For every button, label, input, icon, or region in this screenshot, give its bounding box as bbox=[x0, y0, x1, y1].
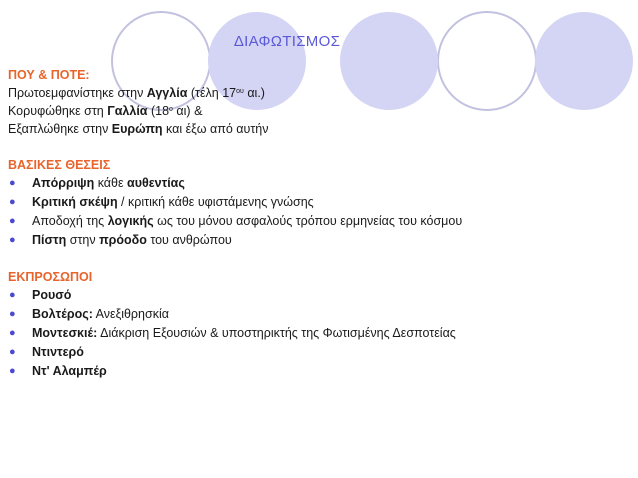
where-when-line-2: Κορυφώθηκε στη Γαλλία ($18^o$ αι) & bbox=[8, 104, 203, 118]
where-when-line-1: Πρωτοεμφανίστηκε στην Αγγλία (τέλη $17^{o\upsilon}$ αι.) bbox=[8, 86, 265, 100]
list-item: ● Μοντεσκιέ: Διάκριση Εξουσιών & υποστηρικτής της Φωτισμένης Δεσποτείας bbox=[8, 324, 628, 343]
list-item: ● Απόρριψη κάθε αυθεντίας bbox=[8, 174, 628, 193]
bullet-icon: ● bbox=[9, 308, 16, 320]
list-item: ● Ρουσό bbox=[8, 286, 628, 305]
bullet-icon: ● bbox=[9, 327, 16, 339]
list-item: ● Αποδοχή της λογικής ως του μόνου ασφαλούς τρόπου ερμηνείας του κόσμου bbox=[8, 212, 628, 231]
theses-heading: ΒΑΣΙΚΕΣ ΘΕΣΕΙΣ bbox=[8, 158, 111, 172]
page-title: ΔΙΑΦΩΤΙΣΜΟΣ bbox=[233, 33, 341, 50]
slide-body bbox=[8, 66, 628, 381]
list-item: ● Κριτική σκέψη / κριτική κάθε υφιστάμενης γνώσης bbox=[8, 193, 628, 212]
where-when-heading: ΠΟΥ & ΠΟΤΕ: bbox=[8, 68, 90, 82]
where-when-line-3: Εξαπλώθηκε στην Ευρώπη και έξω από αυτήν bbox=[8, 122, 269, 136]
bullet-icon: ● bbox=[9, 177, 16, 189]
list-item: ● Ντ' Αλαμπέρ bbox=[8, 362, 628, 381]
list-item: ● Ντιντερό bbox=[8, 343, 628, 362]
bullet-icon: ● bbox=[9, 215, 16, 227]
bullet-icon: ● bbox=[9, 289, 16, 301]
bullet-icon: ● bbox=[9, 346, 16, 358]
list-item: ● Πίστη στην πρόοδο του ανθρώπου bbox=[8, 231, 628, 250]
list-item: ● Βολτέρος: Ανεξιθρησκία bbox=[8, 305, 628, 324]
theses-list bbox=[8, 174, 628, 250]
bullet-icon: ● bbox=[9, 234, 16, 246]
bullet-icon: ● bbox=[9, 365, 16, 377]
representatives-list bbox=[8, 286, 628, 381]
bullet-icon: ● bbox=[9, 196, 16, 208]
representatives-heading: ΕΚΠΡΟΣΩΠΟΙ bbox=[8, 270, 93, 284]
